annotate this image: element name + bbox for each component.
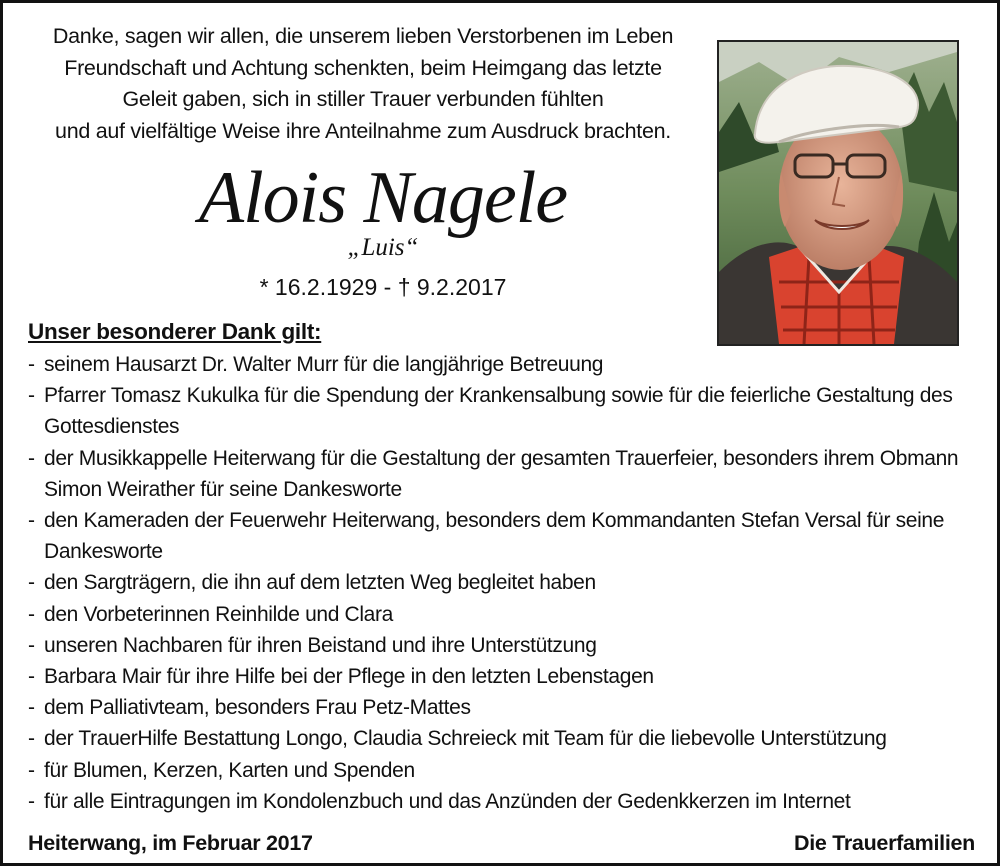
- intro-line: und auf vielfältige Weise ihre Anteilnahme zum Ausdruck brachten.: [55, 118, 671, 143]
- list-item: - dem Palliativteam, besonders Frau Petz-Mattes: [28, 692, 973, 723]
- list-item-text: seinem Hausarzt Dr. Walter Murr für die langjährige Betreuung: [44, 353, 604, 376]
- intro-line: Geleit gaben, sich in stiller Trauer verbunden fühlten: [122, 87, 604, 111]
- list-item: - für alle Eintragungen im Kondolenzbuch und das Anzünden der Gedenkkerzen im Internet: [28, 786, 973, 817]
- list-item: - der TrauerHilfe Bestattung Longo, Claudia Schreieck mit Team für die liebevolle Unterstützung: [28, 723, 973, 754]
- intro-line: Danke, sagen wir allen, die unserem lieben Verstorbenen im Leben: [52, 24, 674, 48]
- list-item: - der Musikkappelle Heiterwang für die Gestaltung der gesamten Trauerfeier, besonders ihrem Obmann Simon Weirather für seine Dankesworte: [28, 443, 973, 505]
- list-item-text: dem Palliativteam, besonders Frau Petz-Mattes: [44, 696, 471, 720]
- signature: Die Trauerfamilien: [793, 831, 975, 855]
- list-item: - den Kameraden der Feuerwehr Heiterwang, besonders dem Kommandanten Stefan Versal für seine Dankesworte: [28, 505, 973, 567]
- list-item: - für Blumen, Kerzen, Karten und Spenden: [28, 755, 973, 786]
- thanks-list: [28, 349, 973, 817]
- portrait-photo: [717, 40, 959, 346]
- intro-line: Freundschaft und Achtung schenkten, beim Heimgang das letzte: [64, 55, 662, 80]
- list-item-text: Barbara Mair für ihre Hilfe bei der Pflege in den letzten Lebenstagen: [44, 665, 654, 689]
- intro-text: [23, 21, 703, 147]
- list-item: - den Sargträgern, die ihn auf dem letzten Weg begleitet haben: [28, 567, 973, 598]
- list-item: - den Vorbeterinnen Reinhilde und Clara: [28, 599, 973, 630]
- list-item-text: unseren Nachbaren für ihren Beistand und ihre Unterstützung: [44, 633, 597, 657]
- list-item-text: den Sargträgern, die ihn auf dem letzten Weg begleitet haben: [44, 571, 596, 595]
- thanks-heading: Unser besonderer Dank gilt:: [28, 319, 322, 344]
- deceased-name: Alois Nagele: [198, 157, 568, 239]
- list-item-text: den Kameraden der Feuerwehr Heiterwang, besonders dem Kommandanten Stefan Versal für seine Dankesworte: [44, 509, 945, 564]
- list-item-text: der TrauerHilfe Bestattung Longo, Claudia Schreieck mit Team für die liebevolle Unterstützung: [44, 727, 887, 751]
- list-item-text: für alle Eintragungen im Kondolenzbuch und das Anzünden der Gedenkkerzen im Internet: [44, 789, 851, 813]
- list-item: - seinem Hausarzt Dr. Walter Murr für die langjährige Betreuung: [28, 349, 973, 380]
- place-and-date: Heiterwang, im Februar 2017: [28, 831, 313, 855]
- list-item-text: für Blumen, Kerzen, Karten und Spenden: [44, 758, 415, 782]
- deceased-nickname: „Luis“: [347, 234, 419, 261]
- list-item: - unseren Nachbaren für ihren Beistand und ihre Unterstützung: [28, 630, 973, 661]
- list-item-text: Pfarrer Tomasz Kukulka für die Spendung der Krankensalbung sowie für die feierliche Gestaltung des Gottesdienstes: [44, 384, 953, 439]
- life-dates: * 16.2.1929 - † 9.2.2017: [259, 274, 507, 300]
- list-item-text: der Musikkappelle Heiterwang für die Gestaltung der gesamten Trauerfeier, besonders ihrem Obmann Simon Weirather für seine Dankesworte: [44, 446, 959, 501]
- list-item-text: den Vorbeterinnen Reinhilde und Clara: [44, 602, 393, 626]
- list-item: - Barbara Mair für ihre Hilfe bei der Pflege in den letzten Lebenstagen: [28, 661, 973, 692]
- list-item: - Pfarrer Tomasz Kukulka für die Spendung der Krankensalbung sowie für die feierliche Gestaltung des Gottesdienstes: [28, 380, 973, 442]
